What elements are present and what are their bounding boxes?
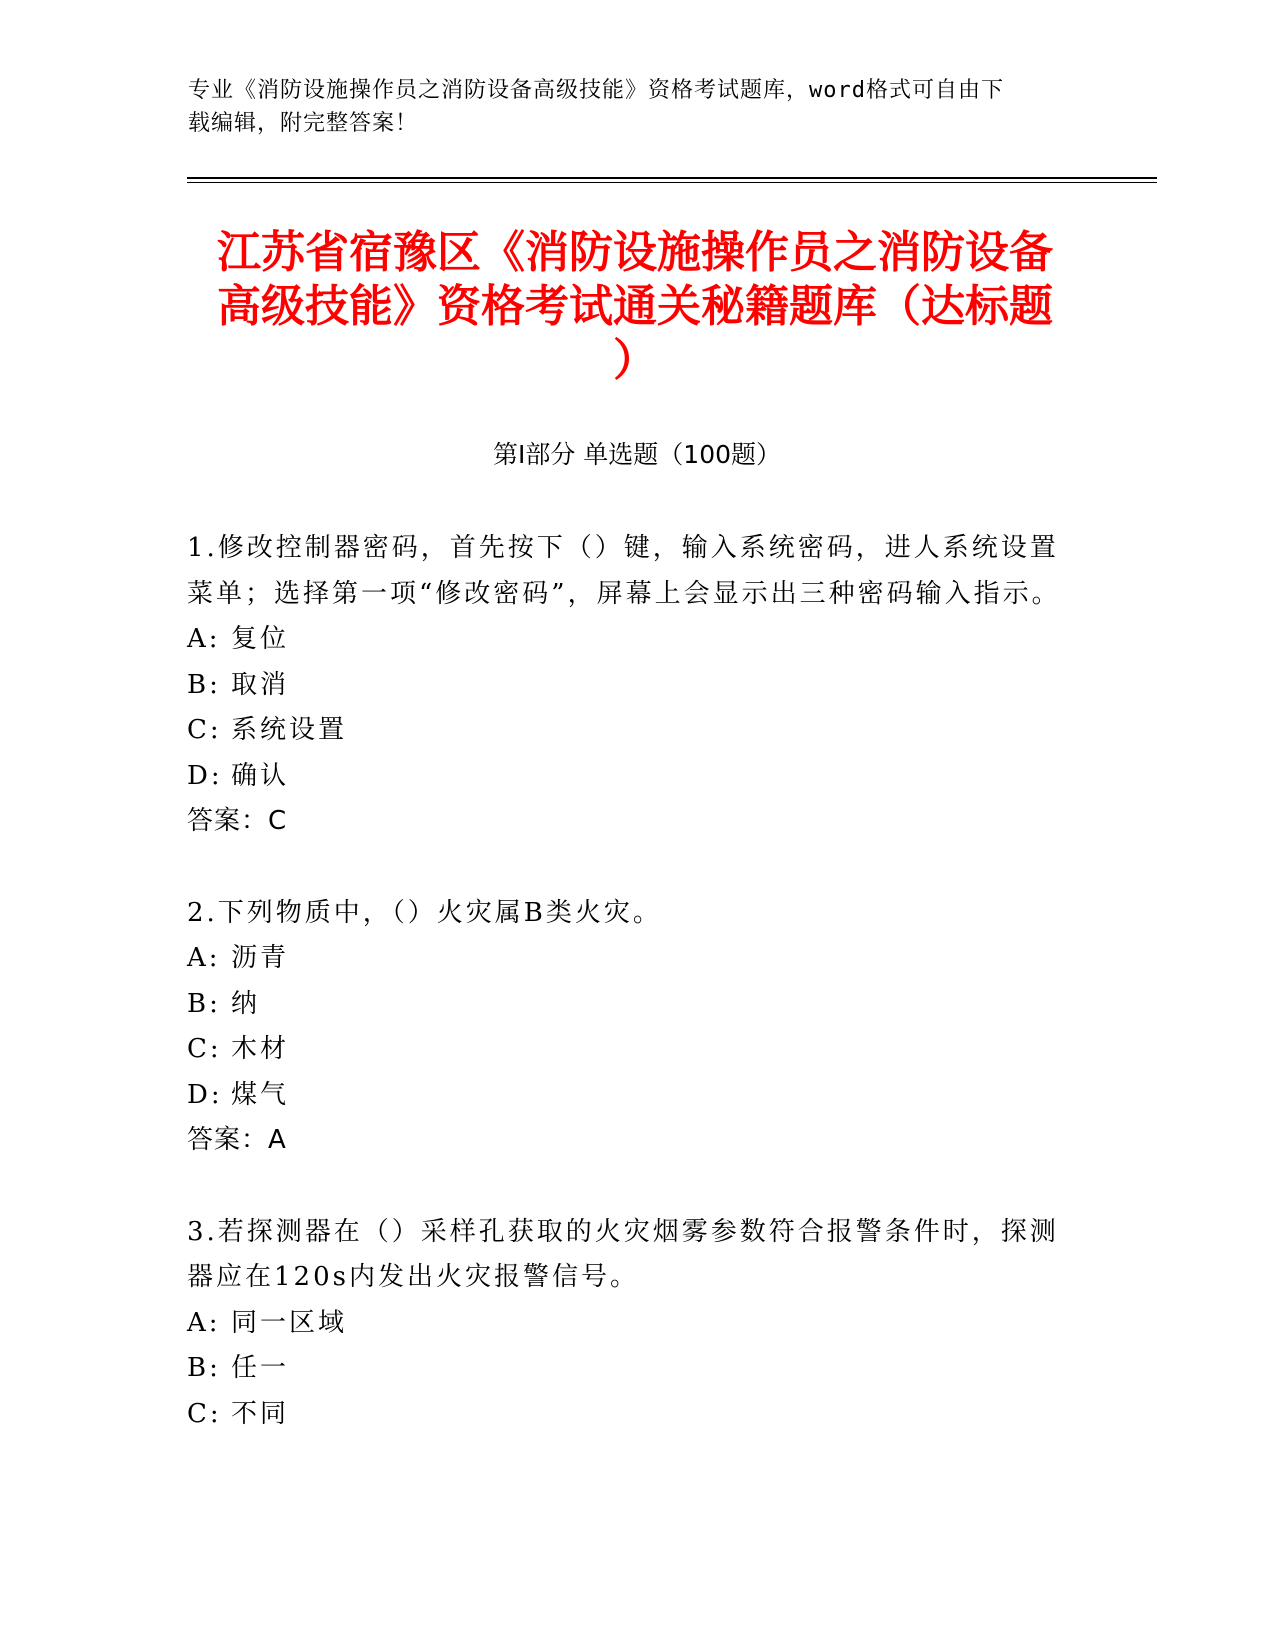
document-title-line-2: 高级技能》资格考试通关秘籍题库（达标题 [217,281,1053,332]
option-letter: A: [187,1307,221,1338]
option-letter: D: [187,760,223,791]
answer: 答案：A [187,1125,287,1155]
question-3 [187,1210,1067,1438]
option-b [187,1346,1067,1392]
option-letter: B: [187,669,221,700]
question-2 [187,891,1067,1164]
option-text: 确认 [231,760,290,791]
option-text: 沥青 [231,943,290,973]
question-stem: 2.下列物质中，（）火灾属B类火灾。 [187,897,662,928]
option-letter: D: [187,1079,223,1110]
option-letter: C: [187,1398,222,1429]
option-text: 系统设置 [231,715,348,745]
header-divider-thick [187,177,1157,179]
option-text: 纳 [231,988,261,1019]
option-letter: B: [187,1353,221,1383]
option-text: 复位 [231,624,290,654]
header-divider-thin [187,182,1157,183]
option-letter: C: [187,715,222,745]
option-text: 煤气 [231,1079,290,1110]
option-text: 任一 [231,1353,290,1383]
option-text: 同一区域 [231,1307,348,1338]
header-note-line-1: 专业《消防设施操作员之消防设备高级技能》资格考试题库，word格式可自由下 [188,78,1004,103]
section-title: 第Ⅰ部分 单选题（100题） [492,440,782,469]
header-note-line-2: 载编辑，附完整答案！ [188,111,419,136]
option-b [187,663,1067,709]
option-text: 不同 [231,1398,290,1429]
option-d [187,1073,1067,1119]
option-letter: A: [187,624,221,654]
question-stem: 1.修改控制器密码，首先按下（）键，输入系统密码，进人系统设置菜单；选择第一项“修改密码”，屏幕上会显示出三种密码输入指示。 [187,533,1061,609]
option-letter: C: [187,1034,222,1064]
question-1 [187,526,1067,845]
question-list [187,526,1067,1483]
question-stem: 3.若探测器在（）采样孔获取的火灾烟雾参数符合报警条件时，探测器应在120s内发出火灾报警信号。 [187,1216,1059,1292]
option-text: 木材 [231,1034,290,1064]
option-b [187,982,1067,1028]
document-title [190,226,1080,388]
option-letter: A: [187,943,221,973]
option-letter: B: [187,988,221,1019]
answer: 答案：C [187,806,288,836]
document-title-line-3: ） [613,335,657,386]
option-a [187,936,1067,982]
document-title-line-1: 江苏省宿豫区《消防设施操作员之消防设备 [217,227,1053,278]
option-c [187,708,1067,754]
option-d [187,754,1067,800]
option-text: 取消 [231,669,290,700]
option-c [187,1392,1067,1438]
option-a [187,617,1067,663]
option-a [187,1301,1067,1347]
option-c [187,1027,1067,1073]
header-note [188,74,1068,140]
